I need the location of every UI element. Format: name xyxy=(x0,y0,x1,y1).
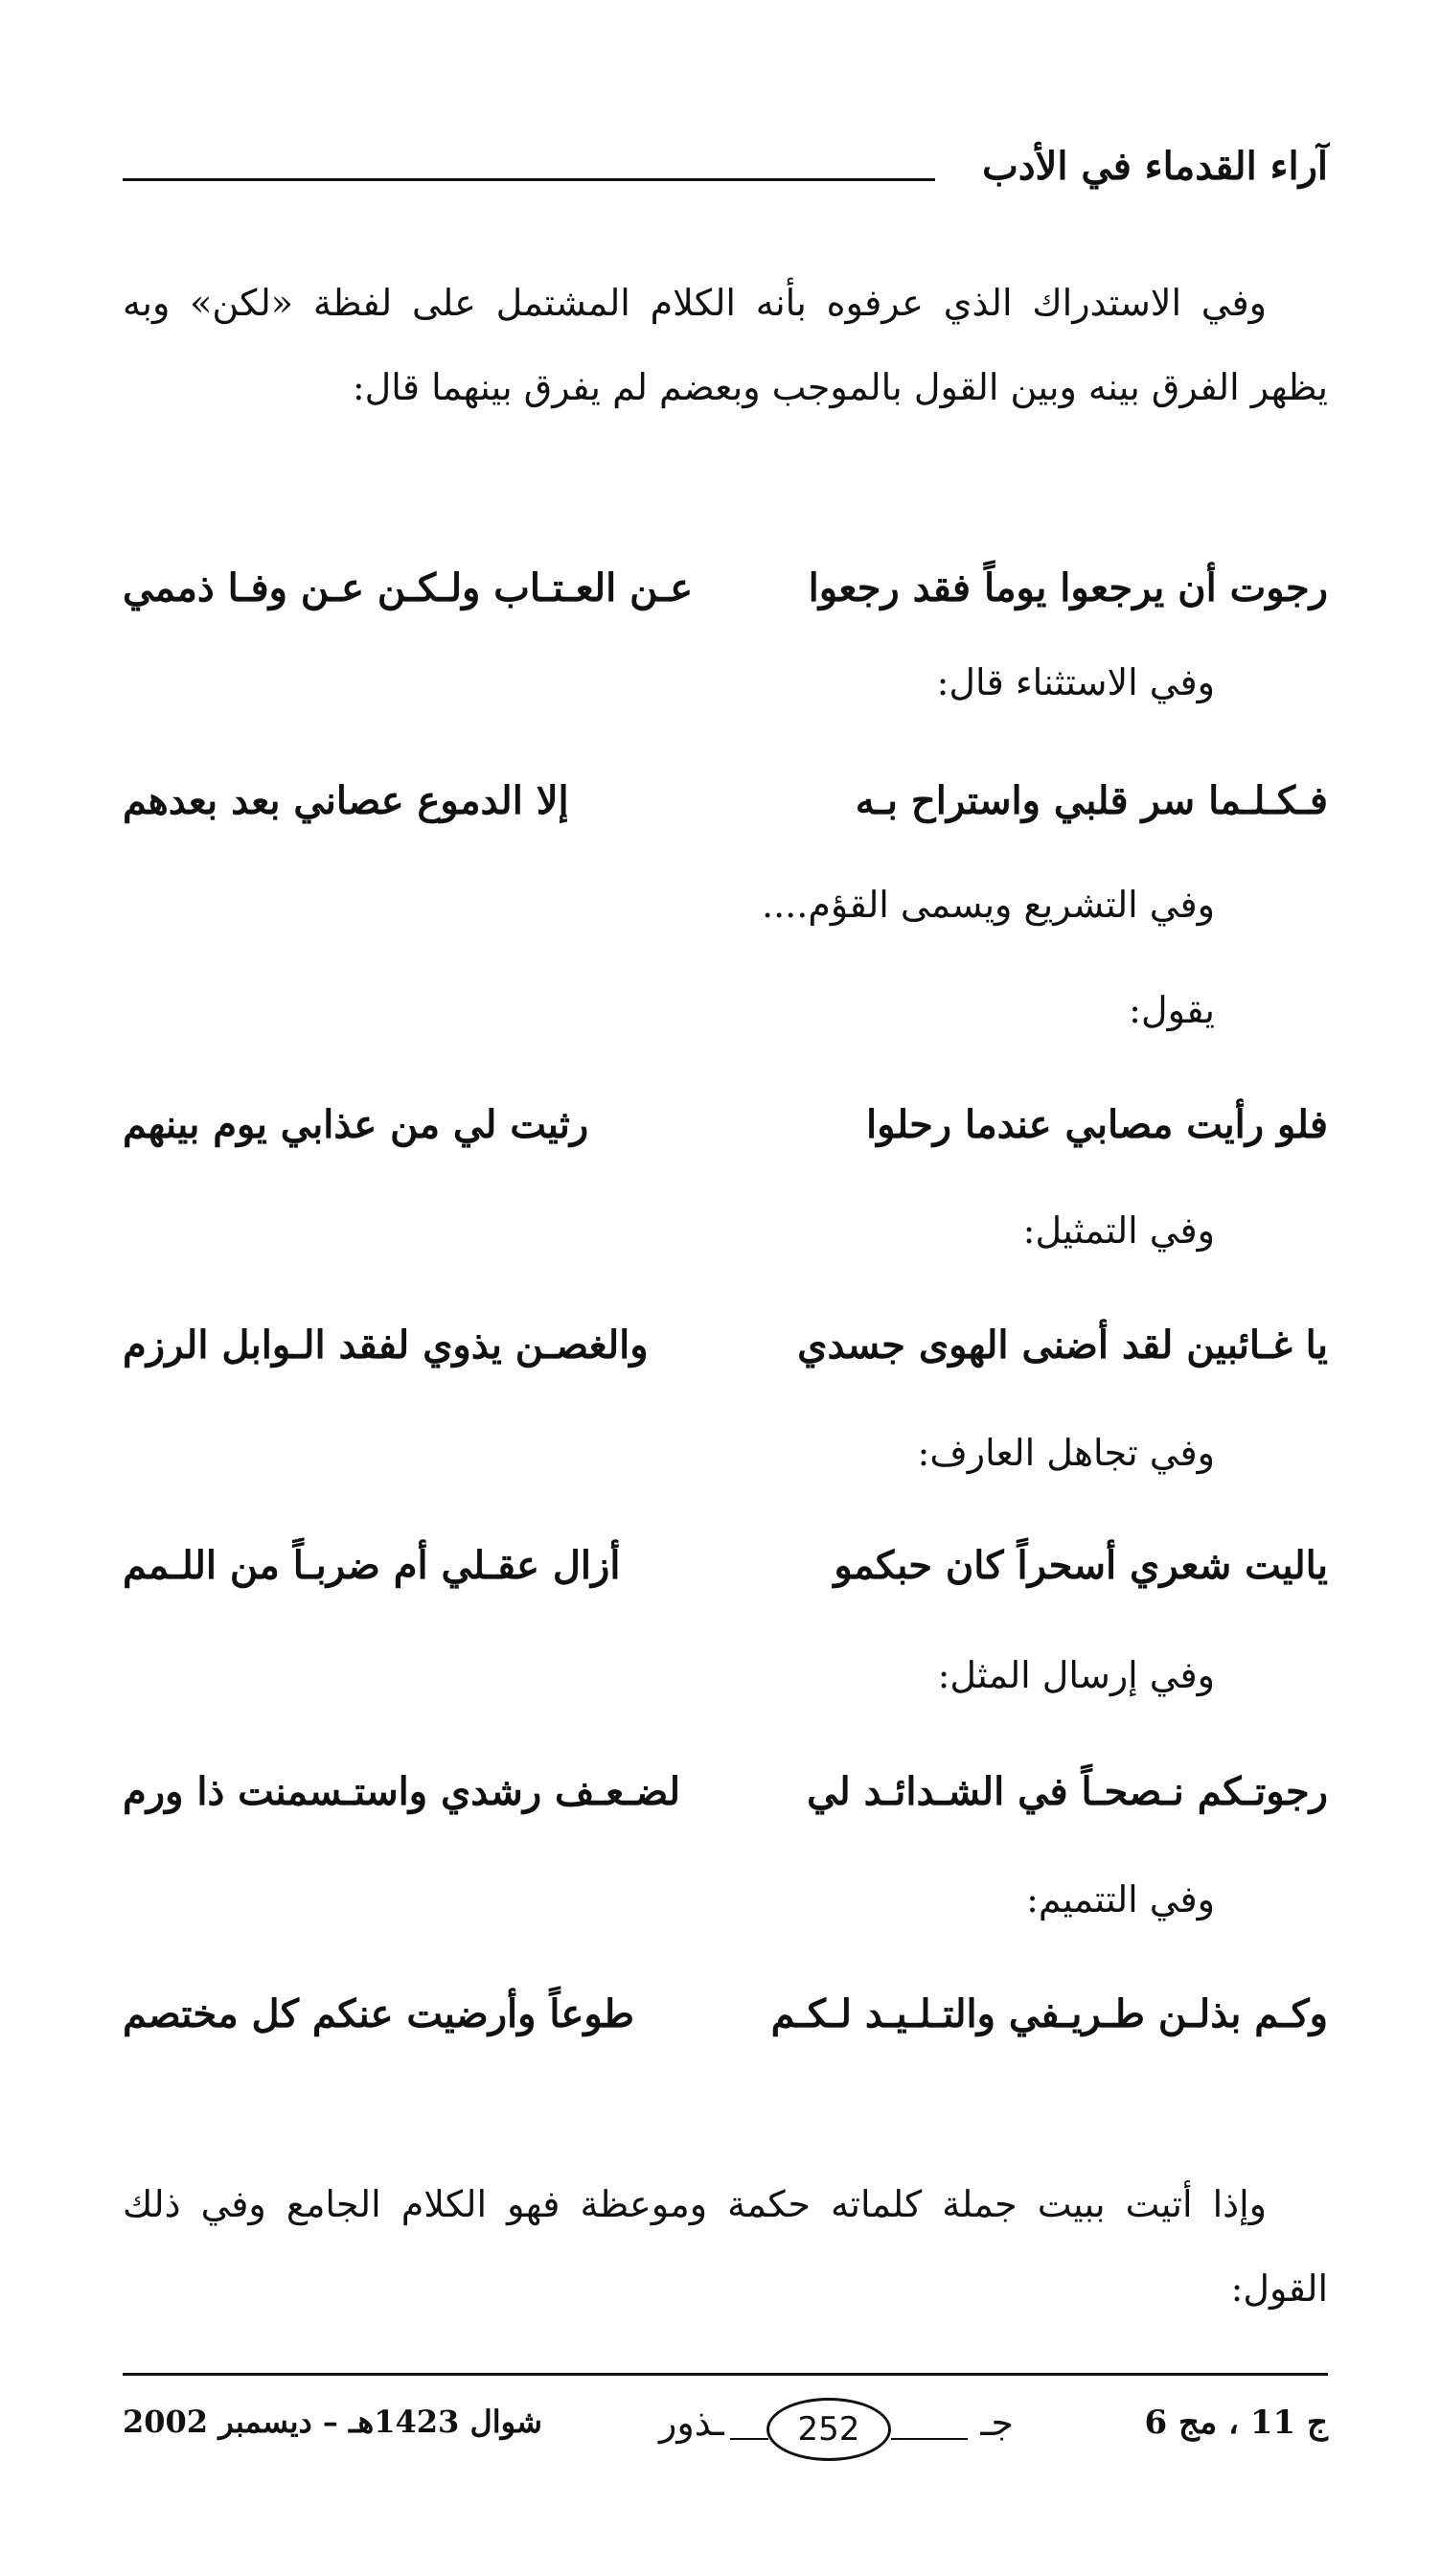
verse-6 xyxy=(123,1769,1328,1836)
verse-3-second-hemistich: رثيت لي من عذابي يوم بينهم xyxy=(123,1102,589,1147)
verse-5-second-hemistich: أزال عقـلي أم ضربـاً من اللـمم xyxy=(123,1543,621,1588)
footer-date: شوال 1423هـ – ديسمبر 2002 xyxy=(123,2404,542,2440)
verse-3-first-hemistich: فلو رأيت مصابي عندما رحلوا xyxy=(866,1102,1328,1147)
footer-journal-connector-left xyxy=(730,2438,768,2440)
section-label-irsal: وفي إرسال المثل: xyxy=(937,1654,1215,1696)
page-footer xyxy=(123,2396,1328,2472)
running-header xyxy=(123,134,1328,220)
verse-4-first-hemistich: يا غـائبين لقد أضنى الهوى جسدي xyxy=(797,1322,1328,1368)
section-label-tamthil: وفي التمثيل: xyxy=(1022,1209,1215,1252)
footer-volume-issue: ج 11 ، مج 6 xyxy=(1144,2404,1328,2442)
verse-1 xyxy=(123,565,1328,632)
verse-4 xyxy=(123,1322,1328,1390)
page-number-oval xyxy=(766,2398,891,2461)
paragraph-istidrak: وفي الاستدراك الذي عرفوه بأنه الكلام المشتمل على لفظة «لكن» وبه يظهر الفرق بينه وبين القول بالموجب وبعضم لم يفرق بينهما قال: xyxy=(123,282,1328,408)
footer-rule xyxy=(123,2373,1328,2376)
verse-2-first-hemistich: فـكـلـما سر قلبي واستراح بـه xyxy=(855,778,1328,823)
verse-7-second-hemistich: طوعاً وأرضيت عنكم كل مختصم xyxy=(123,1991,634,2036)
verse-6-second-hemistich: لضـعـف رشدي واستـسمنت ذا ورم xyxy=(123,1769,681,1814)
footer-journal-mark xyxy=(659,2396,1023,2472)
footer-journal-name-part-1: جـ xyxy=(980,2402,1014,2444)
section-label-yaqul: يقول: xyxy=(1129,989,1215,1031)
section-label-tajahul: وفي تجاهل العارف: xyxy=(917,1432,1215,1474)
running-header-title: آراء القدماء في الأدب xyxy=(982,144,1328,189)
footer-journal-connector-right xyxy=(891,2438,968,2440)
verse-5-first-hemistich: ياليت شعري أسحراً كان حبكمو xyxy=(834,1543,1328,1588)
section-label-tatmim: وفي التتميم: xyxy=(1026,1878,1215,1920)
footer-journal-name-part-2: ـذور xyxy=(659,2402,724,2444)
verse-1-second-hemistich: عـن العـتـاب ولـكـن عـن وفـا ذممي xyxy=(123,565,694,610)
verse-2 xyxy=(123,778,1328,845)
paragraph-kalam-jami: وإذا أتيت ببيت جملة كلماته حكمة وموعظة فهو الكلام الجامع وفي ذلك القول: xyxy=(123,2183,1328,2310)
verse-7-first-hemistich: وكـم بذلـن طـريـفي والتـلـيـد لـكـم xyxy=(770,1991,1328,2036)
section-label-tashri: وفي التشريع ويسمى القؤم.... xyxy=(762,884,1215,926)
header-rule xyxy=(123,178,935,181)
verse-6-first-hemistich: رجوتـكم نـصحـاً في الشـدائـد لي xyxy=(807,1769,1328,1814)
verse-5 xyxy=(123,1543,1328,1610)
verse-3 xyxy=(123,1102,1328,1169)
section-label-istithna: وفي الاستثناء قال: xyxy=(936,661,1215,703)
verse-2-second-hemistich: إلا الدموع عصاني بعد بعدهم xyxy=(123,778,569,823)
verse-4-second-hemistich: والغصـن يذوي لفقد الـوابل الرزم xyxy=(123,1322,649,1368)
verse-7 xyxy=(123,1991,1328,2058)
verse-1-first-hemistich: رجوت أن يرجعوا يوماً فقد رجعوا xyxy=(808,565,1328,610)
page-number: 252 xyxy=(797,2410,860,2449)
